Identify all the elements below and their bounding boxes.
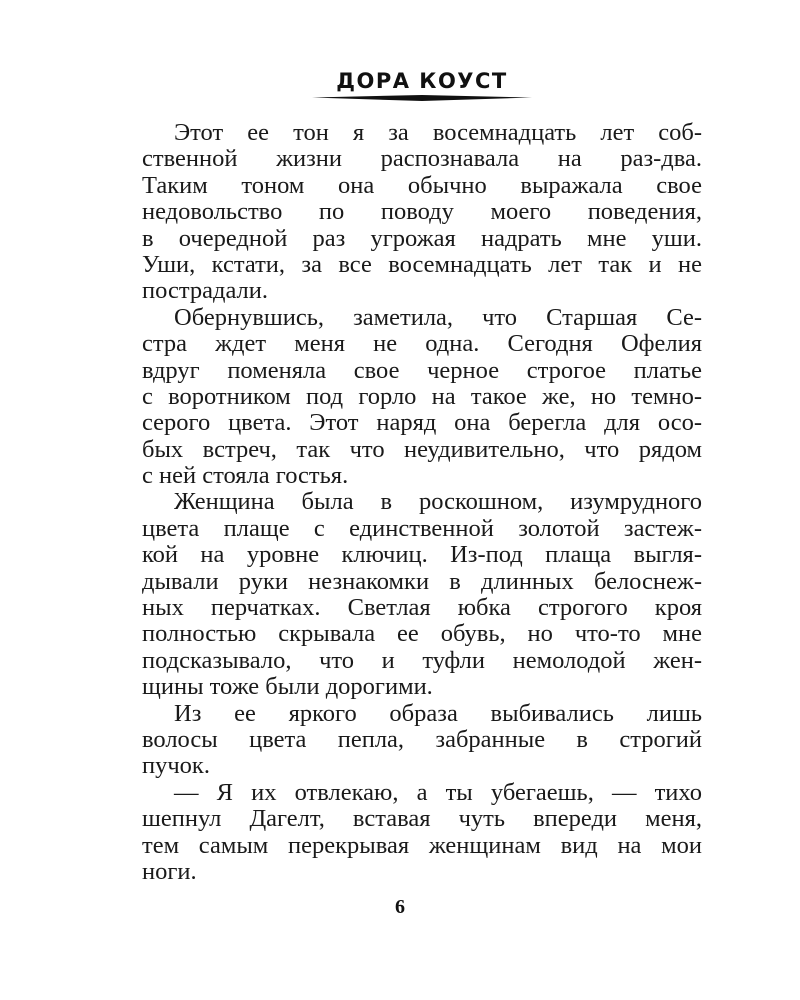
text-line: серого цвета. Этот наряд она берегла для осо- (142, 409, 702, 437)
paragraph (142, 489, 702, 700)
text-line: ственной жизни распознавала на раз-два. (142, 145, 702, 173)
text-line: Таким тоном она обычно выражала свое (142, 171, 702, 199)
text-line: волосы цвета пепла, забранные в строгий (142, 725, 702, 753)
text-line: с ней стояла гостья. (142, 462, 349, 490)
text-line: ных перчатках. Светлая юбка строгого кроя (142, 594, 702, 622)
text-line: подсказывало, что и туфли немолодой жен- (142, 646, 702, 674)
text-line: вдруг поменяла свое черное строгое платье (142, 356, 702, 384)
text-line: Из ее яркого образа выбивались лишь (174, 699, 702, 727)
text-line: пострадали. (142, 277, 268, 305)
text-line: кой на уровне ключиц. Из-под плаща выгля- (142, 541, 702, 569)
text-line: тем самым перекрывая женщинам вид на мои (142, 831, 702, 859)
text-line: ноги. (142, 857, 197, 885)
text-line: цвета плаще с единственной золотой застеж- (142, 514, 702, 542)
author-name: ДОРА КОУСТ (336, 69, 508, 93)
decorative-rule (312, 95, 532, 101)
text-line: дывали руки незнакомки в длинных белоснеж- (142, 567, 702, 595)
paragraph (142, 780, 702, 886)
paragraph (142, 701, 702, 780)
page-number: 6 (395, 896, 405, 918)
text-line: бых встреч, так что неудивительно, что рядом (142, 435, 702, 463)
text-line: с воротником под горло на такое же, но темно- (142, 382, 702, 410)
text-line: Уши, кстати, за все восемнадцать лет так и не (142, 250, 702, 278)
text-line: полностью скрывала ее обувь, но что-то мне (142, 620, 702, 648)
text-line: в очередной раз угрожая надрать мне уши. (142, 224, 702, 252)
paragraph (142, 305, 702, 490)
paragraph (142, 120, 702, 305)
text-line: Этот ее тон я за восемнадцать лет соб- (174, 119, 702, 146)
text-line: — Я их отвлекаю, а ты убегаешь, — тихо (174, 778, 702, 806)
text-line: Обернувшись, заметила, что Старшая Се- (174, 303, 702, 331)
running-head (312, 68, 532, 104)
text-line: стра ждет меня не одна. Сегодня Офелия (142, 330, 702, 358)
text-line: пучок. (142, 752, 210, 780)
text-line: Женщина была в роскошном, изумрудного (174, 488, 702, 516)
text-line: шепнул Дагелт, вставая чуть впереди меня, (142, 805, 702, 833)
text-line: щины тоже были дорогими. (142, 673, 433, 701)
text-line: недовольство по поводу моего поведения, (142, 198, 702, 226)
body-text (142, 120, 702, 885)
